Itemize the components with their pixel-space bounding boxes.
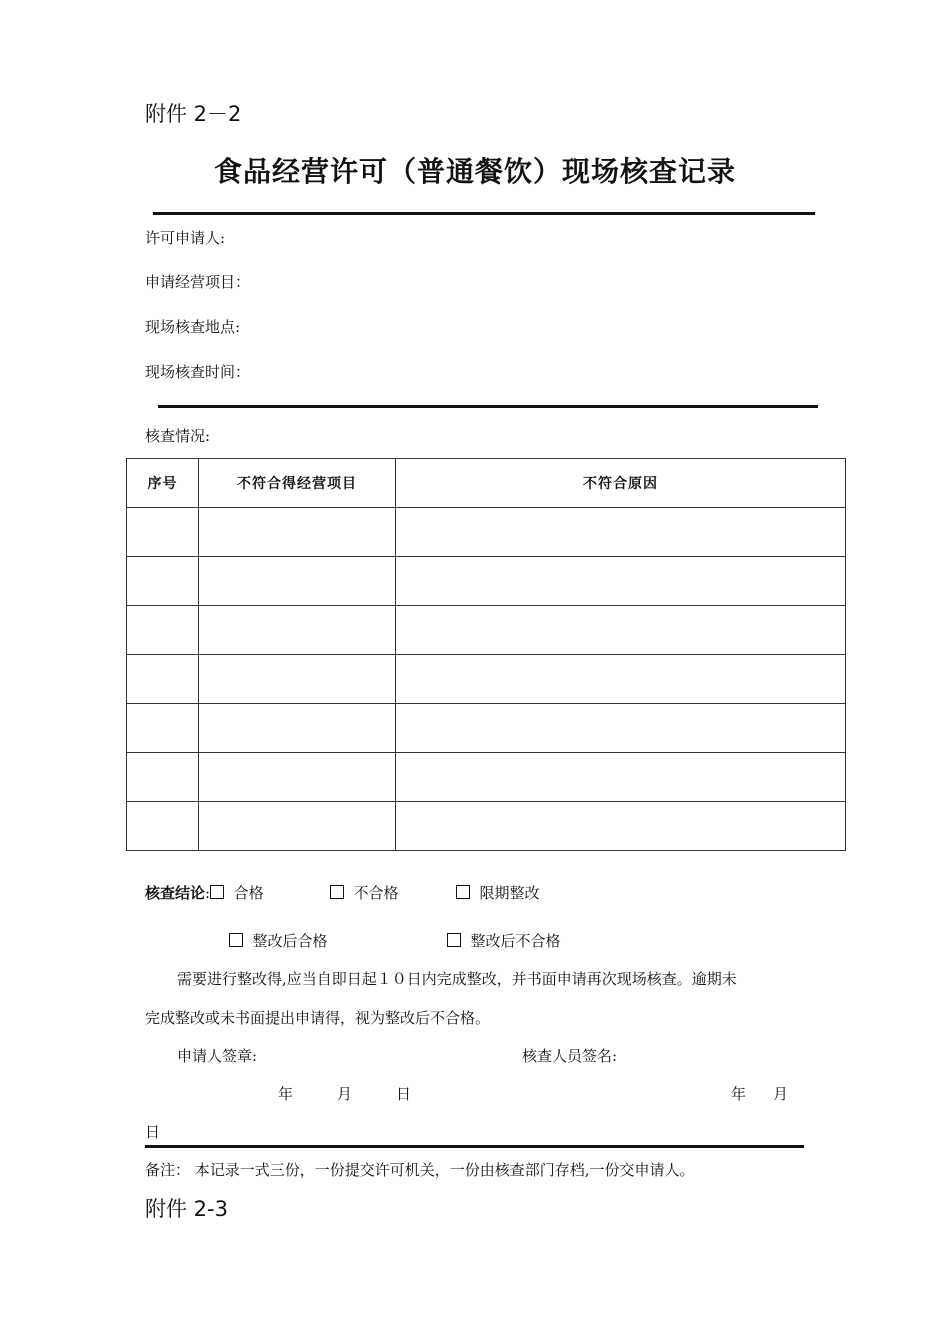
inspection-location-field: 现场核查地点: (145, 318, 241, 336)
applicant-date-year: 年 (278, 1085, 294, 1103)
inspector-date-year: 年 (731, 1085, 747, 1103)
table-row (127, 753, 846, 802)
serial-cell[interactable] (127, 655, 199, 704)
table-row (127, 557, 846, 606)
reason-cell[interactable] (396, 557, 846, 606)
checkbox-rectified-pass[interactable] (229, 933, 243, 947)
checkbox-deadline-rectify[interactable] (456, 885, 470, 899)
inspector-signature-label: 核查人员签名: (522, 1047, 618, 1065)
option-deadline-rectify: 限期整改 (479, 884, 540, 902)
table-row (127, 655, 846, 704)
option-rectified-pass: 整改后合格 (252, 932, 328, 950)
applicant-date-day: 日 (396, 1085, 412, 1103)
attachment-label-bottom: 附件 2-3 (145, 1197, 228, 1221)
option-pass: 合格 (233, 884, 264, 902)
checkbox-pass[interactable] (210, 885, 224, 899)
table-row (127, 508, 846, 557)
reason-cell[interactable] (396, 753, 846, 802)
conclusion-option-rectified-fail (447, 930, 561, 951)
reason-cell[interactable] (396, 802, 846, 851)
header-nonconforming-items: 不符合得经营项目 (199, 459, 396, 508)
rectification-note-line-1: 需要进行整改得,应当自即日起１０日内完成整改，并书面申请再次现场核查。逾期未 (177, 970, 737, 988)
inspection-time-field: 现场核查时间： (145, 363, 251, 381)
fields-divider (158, 405, 818, 408)
inspector-date-month: 月 (773, 1085, 789, 1103)
serial-cell[interactable] (127, 753, 199, 802)
applicant-signature-label: 申请人签章: (177, 1047, 258, 1065)
applicant-field: 许可申请人: (145, 229, 226, 247)
serial-cell[interactable] (127, 606, 199, 655)
conclusion-option-fail (330, 882, 399, 903)
footer-divider (145, 1145, 804, 1148)
serial-cell[interactable] (127, 508, 199, 557)
attachment-label-top: 附件 2－2 (145, 102, 242, 126)
item-cell[interactable] (199, 655, 396, 704)
table-row (127, 704, 846, 753)
page-title: 食品经营许可（普通餐饮）现场核查记录 (213, 155, 736, 188)
nonconformity-table (126, 458, 846, 851)
applicant-date-month: 月 (337, 1085, 353, 1103)
reason-cell[interactable] (396, 606, 846, 655)
check-situation-label: 核查情况: (145, 427, 211, 445)
header-nonconforming-reason: 不符合原因 (396, 459, 846, 508)
option-rectified-fail: 整改后不合格 (470, 932, 561, 950)
conclusion-option-deadline (456, 882, 540, 903)
conclusion-colon: : (205, 884, 211, 902)
option-fail: 不合格 (353, 884, 399, 902)
inspector-date-day: 日 (145, 1123, 161, 1141)
table-row (127, 606, 846, 655)
checkbox-rectified-fail[interactable] (447, 933, 461, 947)
conclusion-option-rectified-pass (229, 930, 328, 951)
table-row (127, 802, 846, 851)
remark-text: 备注： 本记录一式三份，一份提交许可机关，一份由核查部门存档,一份交申请人。 (145, 1161, 695, 1179)
title-divider (153, 212, 815, 215)
reason-cell[interactable] (396, 655, 846, 704)
item-cell[interactable] (199, 557, 396, 606)
serial-cell[interactable] (127, 802, 199, 851)
checkbox-fail[interactable] (330, 885, 344, 899)
reason-cell[interactable] (396, 508, 846, 557)
item-cell[interactable] (199, 753, 396, 802)
serial-cell[interactable] (127, 704, 199, 753)
rectification-note-line-2: 完成整改或未书面提出申请得，视为整改后不合格。 (145, 1009, 491, 1027)
header-serial: 序号 (127, 459, 199, 508)
item-cell[interactable] (199, 704, 396, 753)
reason-cell[interactable] (396, 704, 846, 753)
item-cell[interactable] (199, 508, 396, 557)
item-cell[interactable] (199, 802, 396, 851)
table-header-row (127, 459, 846, 508)
serial-cell[interactable] (127, 557, 199, 606)
conclusion-row-1 (145, 882, 264, 903)
item-cell[interactable] (199, 606, 396, 655)
conclusion-label: 核查结论 (145, 884, 206, 902)
business-items-field: 申请经营项目： (145, 273, 251, 291)
